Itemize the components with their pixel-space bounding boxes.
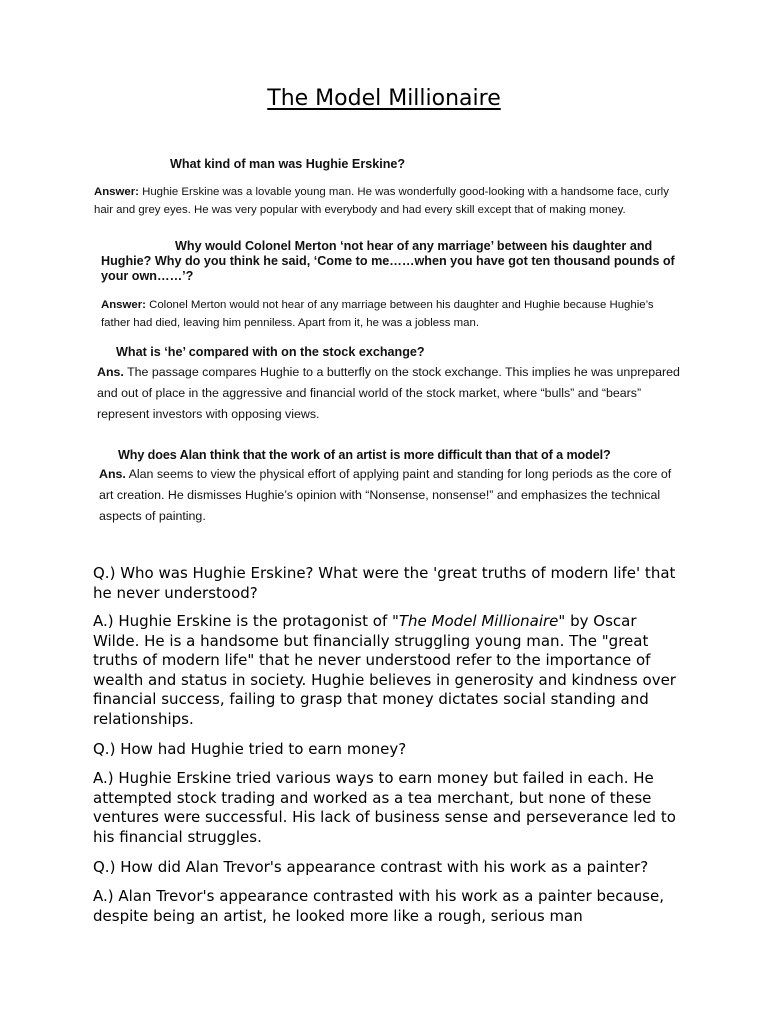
snippet-answer-text: Colonel Merton would not hear of any marriage between his daughter and Hughie because Hughie’s father had died, leaving him penniless. Apart from it, he was a jobless man. <box>101 299 654 329</box>
question-2: Q.) How had Hughie tried to earn money? <box>93 740 407 758</box>
question-3: Q.) How did Alan Trevor's appearance contrast with his work as a painter? <box>93 858 649 876</box>
answer-label: Ans. <box>99 467 126 481</box>
snippet-answer-3 <box>97 362 680 425</box>
answer-1-suffix: " by Oscar Wilde. He is a handsome but financially struggling young man. The "great truths of modern life" that he never understood refer to the importance of wealth and status in society. Hughie believes in generosity and kindness over financial success, failing to grasp that money dictates social standing and relationships. <box>93 612 676 728</box>
snippet-answer-1 <box>94 183 680 219</box>
answer-label: Answer: <box>101 299 146 311</box>
answer-label: Ans. <box>97 365 124 379</box>
book-title-italic: The Model Millionaire <box>398 612 559 630</box>
answer-label: Answer: <box>94 186 139 198</box>
snippet-question-1: What kind of man was Hughie Erskine? <box>170 157 406 171</box>
document-title: The Model Millionaire <box>267 86 501 111</box>
snippet-answer-text: Alan seems to view the physical effort of applying paint and standing for long periods as the core of art creation. He dismisses Hughie’s opinion with “Nonsense, nonsense!” and emphasizes the technical aspects of painting. <box>99 467 672 523</box>
question-1: Q.) Who was Hughie Erskine? What were the 'great truths of modern life' that he never understood? <box>93 564 676 602</box>
snippet-question-3: What is ‘he’ compared with on the stock exchange? <box>116 345 425 359</box>
answer-2: A.) Hughie Erskine tried various ways to earn money but failed in each. He attempted stock trading and worked as a tea merchant, but none of these ventures were successful. His lack of business sense and perseverance led to his financial struggles. <box>93 769 676 846</box>
snippet-question-4: Why does Alan think that the work of an artist is more difficult than that of a model? <box>118 448 611 462</box>
answer-1-prefix: A.) Hughie Erskine is the protagonist of " <box>93 612 399 630</box>
snippet-answer-text: The passage compares Hughie to a butterfly on the stock exchange. This implies he was unprepared and out of place in the aggressive and financial world of the stock market, where “bulls” and “bears” represent investors with opposing views. <box>97 365 680 421</box>
snippet-answer-text: Hughie Erskine was a lovable young man. He was wonderfully good-looking with a handsome face, curly hair and grey eyes. He was very popular with everybody and had every skill except that of making money. <box>94 186 669 216</box>
snippet-answer-2 <box>101 296 681 332</box>
snippet-answer-4 <box>99 464 681 527</box>
answer-1 <box>93 612 683 729</box>
snippet-question-2: Why would Colonel Merton ‘not hear of any marriage’ between his daughter and Hughie? Why do you think he said, ‘Come to me……when you have got ten thousand pounds of your own……’? <box>101 239 675 283</box>
answer-3: A.) Alan Trevor's appearance contrasted with his work as a painter because, despite being an artist, he looked more like a rough, serious man <box>93 887 664 925</box>
